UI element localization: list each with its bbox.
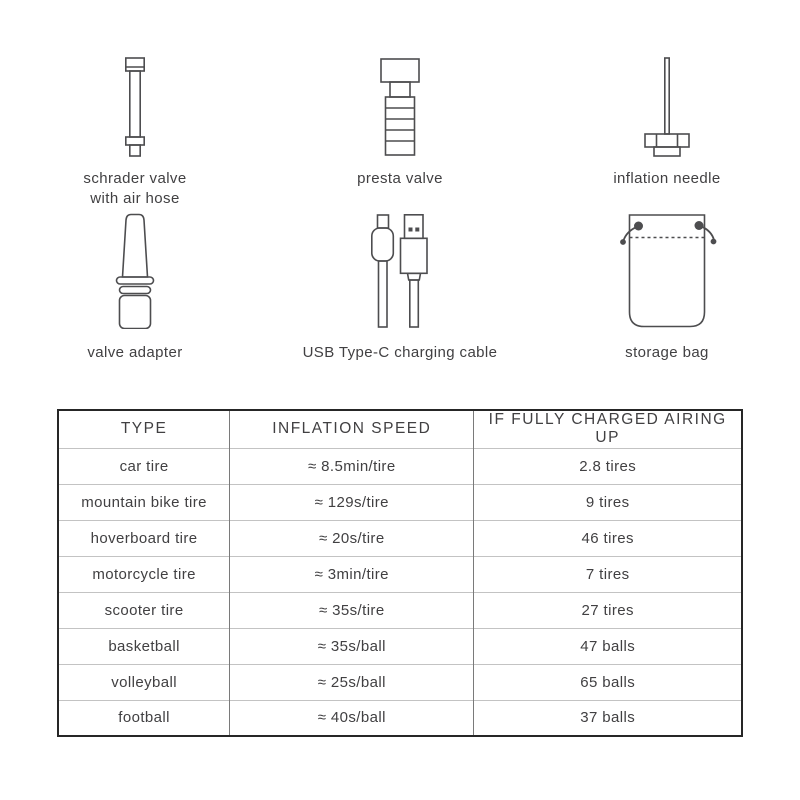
column-header-inflation-speed: INFLATION SPEED xyxy=(230,410,474,448)
table-row xyxy=(58,484,742,520)
feature-label: inflation needle xyxy=(613,170,721,187)
fully-charged-cell: 2.8 tires xyxy=(474,448,742,484)
inflation-spec-table xyxy=(57,409,743,737)
table-row xyxy=(58,592,742,628)
feature-presta-valve xyxy=(290,54,510,189)
inflation-speed-cell: ≈ 25s/ball xyxy=(230,664,474,700)
table-row xyxy=(58,556,742,592)
type-cell: volleyball xyxy=(58,664,230,700)
fully-charged-cell: 27 tires xyxy=(474,592,742,628)
inflation-speed-cell: ≈ 40s/ball xyxy=(230,700,474,736)
column-header-type: TYPE xyxy=(120,420,168,438)
feature-label: USB Type-C charging cable xyxy=(302,344,498,361)
storage-bag-icon xyxy=(617,212,717,330)
valve-adapter-icon xyxy=(114,212,156,330)
type-cell: motorcycle tire xyxy=(58,556,230,592)
table-row xyxy=(58,700,742,736)
inflation-speed-cell: ≈ 35s/tire xyxy=(230,592,474,628)
feature-storage-bag xyxy=(557,212,777,363)
table-row xyxy=(58,664,742,700)
feature-label: valve adapter xyxy=(87,344,183,361)
inflation-speed-cell: ≈ 35s/ball xyxy=(230,628,474,664)
type-cell: football xyxy=(58,700,230,736)
table-row xyxy=(58,448,742,484)
inflation-speed-cell: ≈ 8.5min/tire xyxy=(230,448,474,484)
fully-charged-cell: 65 balls xyxy=(474,664,742,700)
table-row xyxy=(58,520,742,556)
schrader-valve-icon xyxy=(115,54,155,160)
fully-charged-cell: 47 balls xyxy=(474,628,742,664)
feature-label: storage bag xyxy=(625,344,709,361)
table-row xyxy=(58,628,742,664)
column-header-fully-charged: IF FULLY CHARGED AIRING UP xyxy=(474,410,742,448)
feature-label: presta valve xyxy=(357,170,443,187)
fully-charged-cell: 9 tires xyxy=(474,484,742,520)
inflation-speed-cell: ≈ 20s/tire xyxy=(230,520,474,556)
table-header-row xyxy=(58,410,742,448)
type-cell: hoverboard tire xyxy=(58,520,230,556)
type-cell: car tire xyxy=(58,448,230,484)
usb-cable-icon xyxy=(371,212,429,330)
fully-charged-cell: 46 tires xyxy=(474,520,742,556)
feature-usb-cable xyxy=(280,212,520,363)
feature-valve-adapter xyxy=(25,212,245,363)
inflation-needle-icon xyxy=(644,54,690,160)
type-cell: scooter tire xyxy=(58,592,230,628)
inflation-speed-cell: ≈ 129s/tire xyxy=(230,484,474,520)
presta-valve-icon xyxy=(380,54,420,160)
feature-label: schrader valve with air hose xyxy=(83,170,187,208)
type-cell: basketball xyxy=(58,628,230,664)
fully-charged-cell: 7 tires xyxy=(474,556,742,592)
fully-charged-cell: 37 balls xyxy=(474,700,742,736)
feature-inflation-needle xyxy=(557,54,777,189)
inflation-speed-cell: ≈ 3min/tire xyxy=(230,556,474,592)
feature-schrader-valve xyxy=(25,54,245,210)
type-cell: mountain bike tire xyxy=(58,484,230,520)
